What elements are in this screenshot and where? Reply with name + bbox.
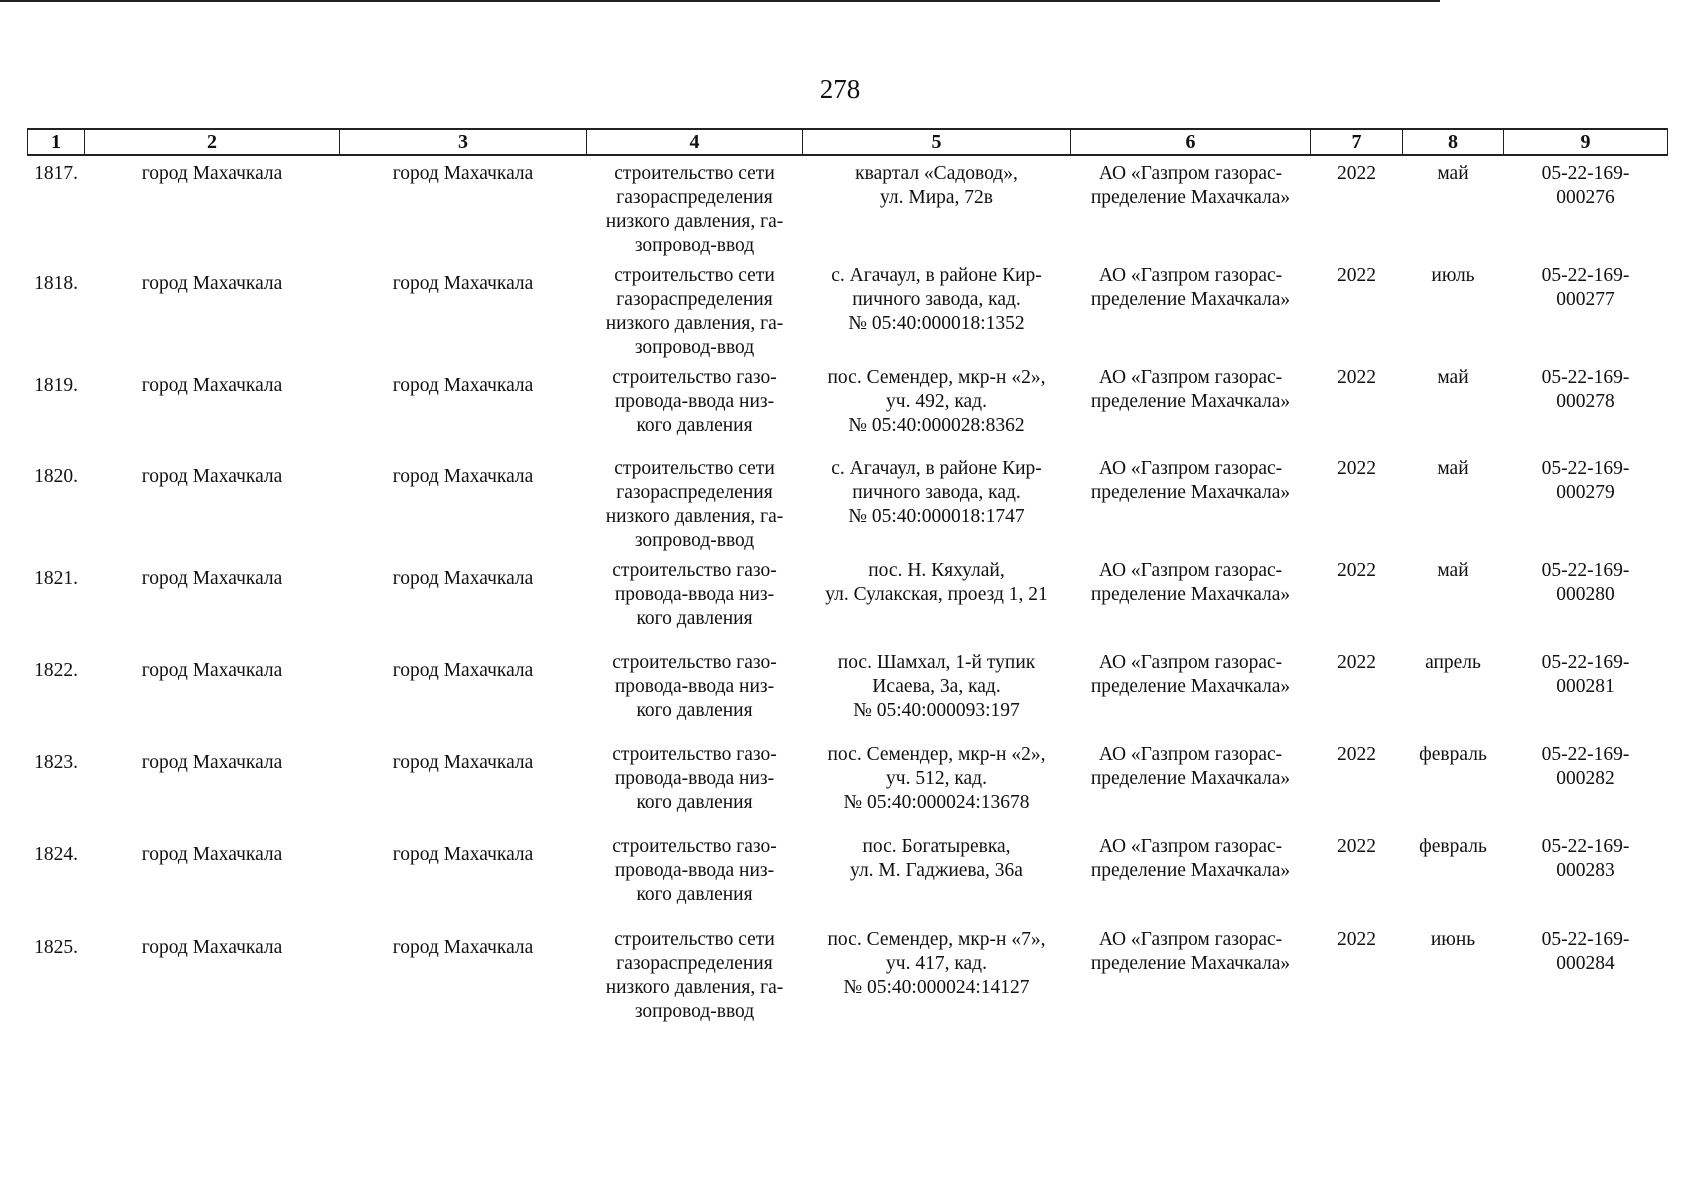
month-cell: февраль xyxy=(1419,744,1487,765)
settlement-cell: город Махачкала xyxy=(392,844,534,865)
month-cell: май xyxy=(1437,367,1469,388)
organization-cell-line: пределение Махачкала» xyxy=(1090,289,1291,310)
registration-code-cell-line: 05-22-169- xyxy=(1541,744,1630,765)
registration-code-cell-line: 05-22-169- xyxy=(1541,929,1630,950)
work-description-cell-line: низкого давления, га- xyxy=(605,506,784,527)
district-cell: город Махачкала xyxy=(141,937,283,958)
registration-code-cell-line: 000276 xyxy=(1556,187,1615,208)
registration-code-cell-line: 000281 xyxy=(1556,676,1615,697)
register-table-wrapper xyxy=(27,128,1667,1032)
organization-cell-line: пределение Махачкала» xyxy=(1090,482,1291,503)
address-cell xyxy=(803,360,1071,451)
work-description-cell-line: кого давления xyxy=(636,700,753,721)
address-cell-line: пос. Шамхал, 1-й тупик xyxy=(837,652,1036,673)
address-cell xyxy=(803,829,1071,922)
work-description-cell xyxy=(587,645,803,737)
organization-cell xyxy=(1071,360,1311,451)
table-row xyxy=(28,645,1668,737)
work-description-cell-line: низкого давления, га- xyxy=(605,211,784,232)
registration-code-cell xyxy=(1504,360,1668,451)
address-cell-line: № 05:40:000093:197 xyxy=(853,700,1020,721)
registration-code-cell xyxy=(1504,737,1668,829)
work-description-cell-line: строительство сети xyxy=(614,458,775,479)
row-number: 1817. xyxy=(34,163,78,184)
table-row xyxy=(28,553,1668,645)
year-cell: 2022 xyxy=(1337,560,1376,581)
work-description-cell-line: провода-ввода низ- xyxy=(614,768,775,789)
table-row xyxy=(28,360,1668,451)
work-description-cell xyxy=(587,553,803,645)
registration-code-cell-line: 05-22-169- xyxy=(1541,163,1630,184)
year-cell: 2022 xyxy=(1337,367,1376,388)
registration-code-cell-line: 05-22-169- xyxy=(1541,836,1630,857)
address-cell xyxy=(803,922,1071,1032)
address-cell xyxy=(803,451,1071,553)
work-description-cell-line: зопровод-ввод xyxy=(634,1001,755,1022)
month-cell: февраль xyxy=(1419,836,1487,857)
organization-cell-line: пределение Махачкала» xyxy=(1090,391,1291,412)
address-cell-line: пичного завода, кад. xyxy=(852,482,1021,503)
address-cell-line: № 05:40:000018:1352 xyxy=(848,313,1025,334)
registration-code-cell xyxy=(1504,645,1668,737)
registration-code-cell-line: 000280 xyxy=(1556,584,1615,605)
header-row xyxy=(28,129,1668,155)
organization-cell-line: АО «Газпром газорас- xyxy=(1098,836,1283,857)
work-description-cell-line: строительство газо- xyxy=(612,652,777,673)
registration-code-cell-line: 05-22-169- xyxy=(1541,367,1630,388)
work-description-cell-line: кого давления xyxy=(636,884,753,905)
work-description-cell-line: зопровод-ввод xyxy=(634,235,755,256)
registration-code-cell-line: 05-22-169- xyxy=(1541,652,1630,673)
address-cell xyxy=(803,155,1071,258)
table-row xyxy=(28,155,1668,258)
settlement-cell: город Махачкала xyxy=(392,375,534,396)
year-cell: 2022 xyxy=(1337,744,1376,765)
column-header-9: 9 xyxy=(1504,129,1668,155)
district-cell: город Махачкала xyxy=(141,466,283,487)
settlement-cell: город Махачкала xyxy=(392,660,534,681)
address-cell-line: ул. М. Гаджиева, 36а xyxy=(850,860,1023,881)
settlement-cell: город Махачкала xyxy=(392,752,534,773)
district-cell: город Махачкала xyxy=(141,752,283,773)
address-cell-line: пос. Богатыревка, xyxy=(862,836,1011,857)
registration-code-cell xyxy=(1504,258,1668,360)
work-description-cell-line: низкого давления, га- xyxy=(605,313,784,334)
address-cell-line: ул. Сулакская, проезд 1, 21 xyxy=(825,584,1048,605)
work-description-cell-line: провода-ввода низ- xyxy=(614,584,775,605)
work-description-cell-line: газораспределения xyxy=(616,187,773,208)
organization-cell-line: АО «Газпром газорас- xyxy=(1098,652,1283,673)
district-cell: город Махачкала xyxy=(141,660,283,681)
registration-code-cell-line: 000282 xyxy=(1556,768,1615,789)
year-cell: 2022 xyxy=(1337,929,1376,950)
table-row xyxy=(28,258,1668,360)
column-header-8: 8 xyxy=(1403,129,1504,155)
registration-code-cell-line: 05-22-169- xyxy=(1541,265,1630,286)
work-description-cell-line: зопровод-ввод xyxy=(634,530,755,551)
work-description-cell-line: низкого давления, га- xyxy=(605,977,784,998)
address-cell-line: № 05:40:000024:13678 xyxy=(843,792,1030,813)
year-cell: 2022 xyxy=(1337,265,1376,286)
work-description-cell-line: газораспределения xyxy=(616,482,773,503)
organization-cell xyxy=(1071,155,1311,258)
address-cell-line: ул. Мира, 72в xyxy=(879,187,993,208)
address-cell-line: уч. 417, кад. xyxy=(886,953,987,974)
registration-code-cell-line: 05-22-169- xyxy=(1541,458,1630,479)
organization-cell xyxy=(1071,645,1311,737)
address-cell xyxy=(803,553,1071,645)
work-description-cell-line: провода-ввода низ- xyxy=(614,391,775,412)
address-cell-line: пос. Семендер, мкр-н «7», xyxy=(827,929,1046,950)
work-description-cell xyxy=(587,360,803,451)
district-cell: город Махачкала xyxy=(141,844,283,865)
registration-code-cell-line: 05-22-169- xyxy=(1541,560,1630,581)
registration-code-cell-line: 000284 xyxy=(1556,953,1615,974)
work-description-cell-line: провода-ввода низ- xyxy=(614,676,775,697)
table-row xyxy=(28,451,1668,553)
organization-cell xyxy=(1071,829,1311,922)
organization-cell-line: АО «Газпром газорас- xyxy=(1098,929,1283,950)
organization-cell xyxy=(1071,737,1311,829)
work-description-cell-line: строительство сети xyxy=(614,265,775,286)
registration-code-cell-line: 000277 xyxy=(1556,289,1615,310)
settlement-cell: город Махачкала xyxy=(392,466,534,487)
address-cell xyxy=(803,645,1071,737)
work-description-cell-line: строительство газо- xyxy=(612,836,777,857)
district-cell: город Махачкала xyxy=(141,163,283,184)
table-row xyxy=(28,922,1668,1032)
address-cell-line: Исаева, 3а, кад. xyxy=(872,676,1001,697)
row-number: 1820. xyxy=(34,466,78,487)
organization-cell xyxy=(1071,451,1311,553)
registration-code-cell xyxy=(1504,829,1668,922)
column-header-5: 5 xyxy=(803,129,1071,155)
row-number: 1818. xyxy=(34,273,78,294)
work-description-cell-line: строительство газо- xyxy=(612,560,777,581)
organization-cell-line: пределение Махачкала» xyxy=(1090,676,1291,697)
row-number: 1822. xyxy=(34,660,78,681)
table-header xyxy=(28,129,1668,155)
column-header-2: 2 xyxy=(85,129,340,155)
address-cell-line: уч. 492, кад. xyxy=(886,391,987,412)
registration-code-cell xyxy=(1504,553,1668,645)
work-description-cell-line: зопровод-ввод xyxy=(634,337,755,358)
work-description-cell xyxy=(587,258,803,360)
row-number: 1819. xyxy=(34,375,78,396)
district-cell: город Махачкала xyxy=(141,273,283,294)
year-cell: 2022 xyxy=(1337,458,1376,479)
address-cell-line: № 05:40:000018:1747 xyxy=(848,506,1025,527)
organization-cell-line: АО «Газпром газорас- xyxy=(1098,163,1283,184)
column-header-1: 1 xyxy=(28,129,85,155)
address-cell xyxy=(803,737,1071,829)
organization-cell xyxy=(1071,258,1311,360)
organization-cell-line: АО «Газпром газорас- xyxy=(1098,265,1283,286)
address-cell-line: квартал «Садовод», xyxy=(855,163,1018,184)
organization-cell-line: пределение Махачкала» xyxy=(1090,768,1291,789)
register-table xyxy=(27,128,1668,1032)
organization-cell-line: пределение Махачкала» xyxy=(1090,953,1291,974)
address-cell-line: с. Агачаул, в районе Кир- xyxy=(831,265,1042,286)
settlement-cell: город Махачкала xyxy=(392,163,534,184)
table-body xyxy=(28,155,1668,1032)
work-description-cell-line: кого давления xyxy=(636,792,753,813)
organization-cell-line: АО «Газпром газорас- xyxy=(1098,744,1283,765)
organization-cell-line: пределение Махачкала» xyxy=(1090,187,1291,208)
registration-code-cell-line: 000278 xyxy=(1556,391,1615,412)
organization-cell-line: АО «Газпром газорас- xyxy=(1098,458,1283,479)
column-header-7: 7 xyxy=(1311,129,1403,155)
work-description-cell-line: газораспределения xyxy=(616,289,773,310)
page-number: 278 xyxy=(819,74,861,104)
settlement-cell: город Махачкала xyxy=(392,937,534,958)
month-cell: май xyxy=(1437,560,1469,581)
page-top-rule xyxy=(0,0,1440,2)
organization-cell xyxy=(1071,922,1311,1032)
column-header-6: 6 xyxy=(1071,129,1311,155)
work-description-cell-line: провода-ввода низ- xyxy=(614,860,775,881)
year-cell: 2022 xyxy=(1337,836,1376,857)
year-cell: 2022 xyxy=(1337,652,1376,673)
organization-cell xyxy=(1071,553,1311,645)
registration-code-cell-line: 000279 xyxy=(1556,482,1615,503)
row-number: 1824. xyxy=(34,844,78,865)
row-number: 1825. xyxy=(34,937,78,958)
work-description-cell-line: кого давления xyxy=(636,415,753,436)
year-cell: 2022 xyxy=(1337,163,1376,184)
work-description-cell xyxy=(587,451,803,553)
work-description-cell-line: строительство газо- xyxy=(612,367,777,388)
organization-cell-line: АО «Газпром газорас- xyxy=(1098,367,1283,388)
registration-code-cell xyxy=(1504,922,1668,1032)
work-description-cell-line: строительство сети xyxy=(614,929,775,950)
row-number: 1821. xyxy=(34,568,78,589)
month-cell: июль xyxy=(1431,265,1475,286)
address-cell-line: пос. Семендер, мкр-н «2», xyxy=(827,744,1046,765)
work-description-cell xyxy=(587,155,803,258)
work-description-cell-line: строительство газо- xyxy=(612,744,777,765)
month-cell: июнь xyxy=(1430,929,1476,950)
work-description-cell xyxy=(587,737,803,829)
column-header-3: 3 xyxy=(340,129,587,155)
table-row xyxy=(28,829,1668,922)
address-cell-line: № 05:40:000028:8362 xyxy=(848,415,1025,436)
work-description-cell xyxy=(587,829,803,922)
registration-code-cell-line: 000283 xyxy=(1556,860,1615,881)
address-cell-line: с. Агачаул, в районе Кир- xyxy=(831,458,1042,479)
column-header-4: 4 xyxy=(587,129,803,155)
month-cell: май xyxy=(1437,163,1469,184)
row-number: 1823. xyxy=(34,752,78,773)
registration-code-cell xyxy=(1504,155,1668,258)
work-description-cell-line: газораспределения xyxy=(616,953,773,974)
address-cell xyxy=(803,258,1071,360)
address-cell-line: пос. Семендер, мкр-н «2», xyxy=(827,367,1046,388)
month-cell: апрель xyxy=(1425,652,1481,673)
organization-cell-line: АО «Газпром газорас- xyxy=(1098,560,1283,581)
table-row xyxy=(28,737,1668,829)
address-cell-line: № 05:40:000024:14127 xyxy=(843,977,1030,998)
settlement-cell: город Махачкала xyxy=(392,568,534,589)
work-description-cell-line: строительство сети xyxy=(614,163,775,184)
work-description-cell xyxy=(587,922,803,1032)
month-cell: май xyxy=(1437,458,1469,479)
district-cell: город Махачкала xyxy=(141,375,283,396)
organization-cell-line: пределение Махачкала» xyxy=(1090,584,1291,605)
organization-cell-line: пределение Махачкала» xyxy=(1090,860,1291,881)
work-description-cell-line: кого давления xyxy=(636,608,753,629)
address-cell-line: уч. 512, кад. xyxy=(886,768,987,789)
district-cell: город Махачкала xyxy=(141,568,283,589)
address-cell-line: пос. Н. Кяхулай, xyxy=(868,560,1005,581)
address-cell-line: пичного завода, кад. xyxy=(852,289,1021,310)
registration-code-cell xyxy=(1504,451,1668,553)
settlement-cell: город Махачкала xyxy=(392,273,534,294)
